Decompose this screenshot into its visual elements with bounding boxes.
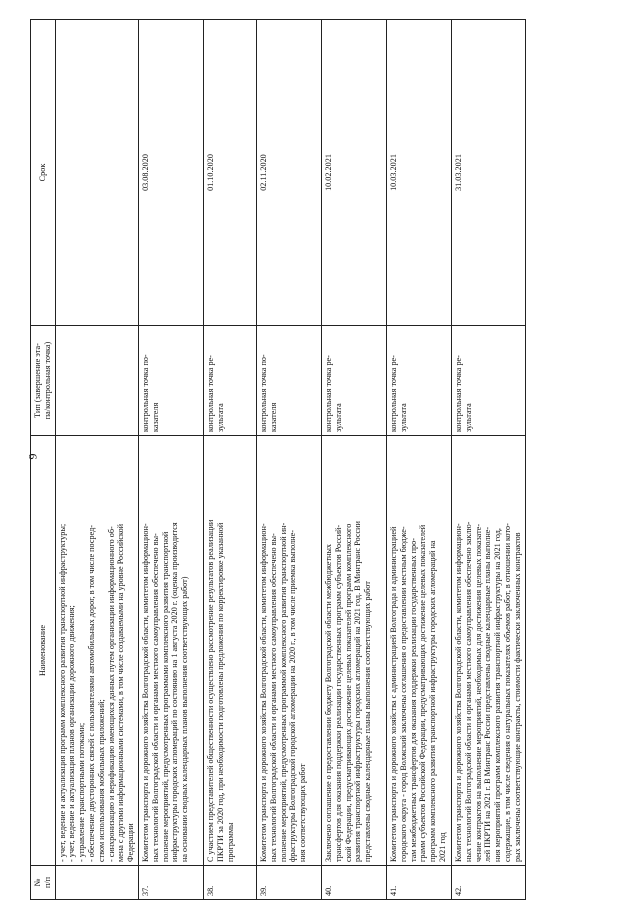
- row-type: контрольная точка ре- зультата: [321, 326, 386, 436]
- row-name: Комитетом транспорта и дорожного хозяйства Волгоградской области, комитетом информацион- ных технологий Волгоградской области и органами местного самоуправления обеспечено вы- полнение мероприятий, предусмотренных программами комплексного развития транспортной инфраструктуры городских агломераций по состоянию на 1 августа 2020 г. (оценка производится на основании сводных календарных планов выполнения соответствующих работ): [138, 436, 203, 866]
- table-row: [138, 20, 203, 900]
- table-header-row: [31, 20, 56, 900]
- row-type: контрольная точка ре- зультата: [386, 326, 451, 436]
- row-type: контрольная точка по- казателя: [256, 326, 321, 436]
- header-number: № п/п: [31, 866, 56, 900]
- table-row: [386, 20, 451, 900]
- row-name: Заключено соглашение о предоставлении бюджету Волгоградской области межбюджетных трансфертов для оказания поддержки реализации государственных программ субъектов Россий- ской Федерации, предусматривающих достижение целевых показателей программ комплексного развития транспортной инфраструктуры городских агломераций на 2021 год. В Минтранс России представлены сводные календарные планы выполнения соответствующих работ: [321, 436, 386, 866]
- table-row: [256, 20, 321, 900]
- row-date: 10.02.2021: [321, 20, 386, 326]
- row-date: 03.08.2020: [138, 20, 203, 326]
- page-number: 9: [25, 453, 40, 460]
- row-date: 10.03.2021: [386, 20, 451, 326]
- row-name: Комитетом транспорта и дорожного хозяйства с администрацией Волгограда и администрацией городского округа - город Волжский заключены соглашения о предоставлении местным бюдже- там межбюджетных трансфертов для оказания поддержки реализации государственных про- грамм субъектов Российской Федерации, предусматривающих достижение целевых показателей программ комплексного развития транспортной инфраструктуры городских агломераций на 2021 год: [386, 436, 451, 866]
- row-name: С участием представителей общественности осуществлено рассмотрение результатов реализации ПКРТИ за 2020 год, при необходимости подготовлены предложения по корректировке указанной программы: [203, 436, 256, 866]
- row-type: контрольная точка по- казателя: [138, 326, 203, 436]
- row-number: 40.: [321, 866, 386, 900]
- row-name: Комитетом транспорта и дорожного хозяйства Волгоградской области, комитетом информацион- ных технологий Волгоградской области и органами местного самоуправления обеспечено вы- полнение мероприятий, предусмотренных программой комплексного развития транспортной ин- фраструктуры Волгоградской городской агломерации на 2020 г., в том числе приемка выполне- ния соответствующих работ: [256, 436, 321, 866]
- table-row: [203, 20, 256, 900]
- row-number: 39.: [256, 866, 321, 900]
- row-type: контрольная точка ре- зультата: [203, 326, 256, 436]
- row-number: 42.: [451, 866, 525, 900]
- row-name: Комитетом транспорта и дорожного хозяйства Волгоградской области, комитетом информацион- ных технологий Волгоградской области и органами местного самоуправления обеспечено заклю- чение контрактов на выполнение мероприятий, необходимых для достижения целевых показате- лей ПКРТИ на 2021 г. В Минтранс России представлены сводные календарные планы выполне- ния мероприятий программ комплексного развития транспортной инфраструктуры на 2021 год, содержащие, в том числе сведения о натуральных показателях объемов работ, в отношении кото- рых заключены соответствующие контракты, стоимости фактически заключенных контрактов: [451, 436, 525, 866]
- row-date: 01.10.2020: [203, 20, 256, 326]
- table-row: [321, 20, 386, 900]
- header-type: Тип (завершение эта- па/контрольная точка): [31, 326, 56, 436]
- row-type: контрольная точка ре- зультата: [451, 326, 525, 436]
- header-name: Наименование: [31, 436, 56, 866]
- schedule-table: [30, 19, 526, 900]
- table-row: [451, 20, 525, 900]
- row-date: 31.03.2021: [451, 20, 525, 326]
- row-number: 37.: [138, 866, 203, 900]
- rotated-document-page: [30, 20, 620, 900]
- intro-type-cell: [55, 326, 138, 436]
- row-number: 38.: [203, 866, 256, 900]
- table-row-intro: [55, 20, 138, 900]
- row-number: 41.: [386, 866, 451, 900]
- intro-date-cell: [55, 20, 138, 326]
- intro-name-cell: - учет, ведение и актуализация программ комплексного развития транспортной инфраструктуры; - учет, ведение и актуализация планов организации дорожного движения; - управление транспортными потоками; - обеспечение двусторонних связей с пользователями автомобильных дорог, в том числе посред- ством использования мобильных приложений; - синхронизацию и верификацию имеющихся данных путем организации информационного об- мена с другими информационными системами, в том числе создаваемыми на уровне Российской Федерации: [55, 436, 138, 866]
- header-date: Срок: [31, 20, 56, 326]
- row-date: 02.11.2020: [256, 20, 321, 326]
- intro-number-cell: [55, 866, 138, 900]
